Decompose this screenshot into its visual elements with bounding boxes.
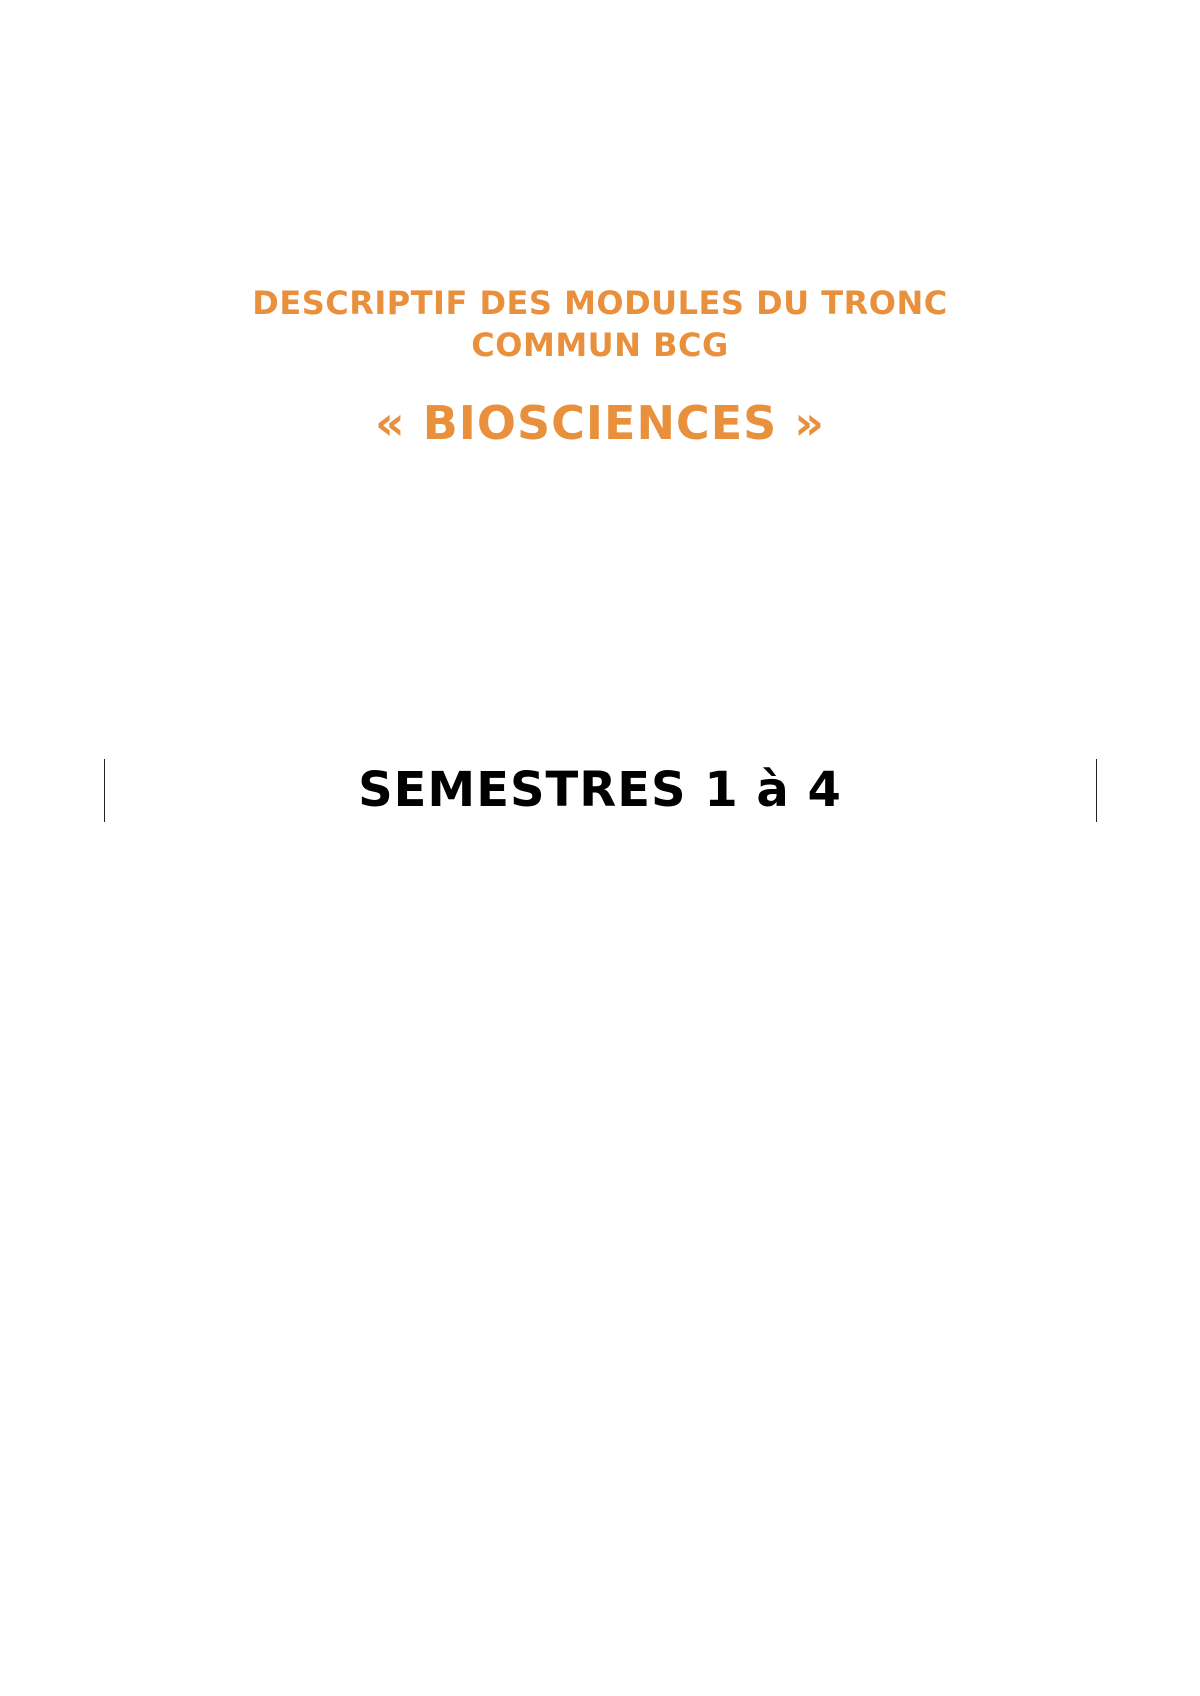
document-title <box>0 282 1200 366</box>
semestres-heading: SEMESTRES 1 à 4 <box>358 762 842 818</box>
title-line-1: DESCRIPTIF DES MODULES DU TRONC <box>252 284 948 322</box>
document-subtitle: « BIOSCIENCES » <box>375 396 825 450</box>
title-line-2: COMMUN BCG <box>471 326 729 364</box>
